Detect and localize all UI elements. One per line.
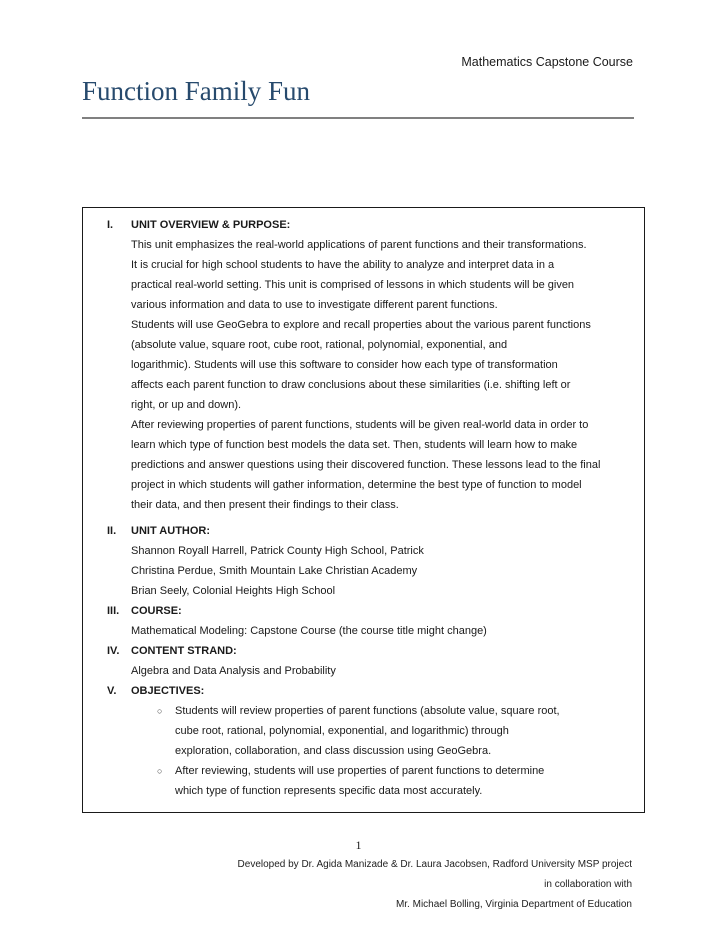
section-unit-author (83, 521, 644, 601)
section-heading: CONTENT STRAND: (131, 645, 237, 657)
section-heading: OBJECTIVES: (131, 685, 205, 697)
circle-bullet-icon: ○ (157, 766, 163, 776)
page-title: Function Family Fun (82, 76, 311, 106)
content-strand-text: Algebra and Data Analysis and Probability (131, 665, 336, 677)
section-numeral: I. (107, 219, 114, 231)
footer-credits: Developed by Dr. Agida Manizade & Dr. Laura Jacobsen, Radford University MSP project in collaboration with Mr. Michael Bolling, Virginia Department of Education (237, 859, 632, 910)
objective-text: After reviewing, students will use properties of parent functions to determine which type of function represents specific data most accurately. (175, 765, 545, 797)
author-list: Shannon Royall Harrell, Patrick County High School, Patrick Christina Perdue, Smith Mountain Lake Christian Academy Brian Seely, Colonial Heights High School (131, 545, 424, 597)
section-numeral: II. (107, 525, 117, 537)
content-box (82, 207, 645, 813)
course-name: Mathematical Modeling: Capstone Course (the course title might change) (131, 625, 487, 637)
objective-item (131, 761, 636, 801)
section-numeral: V. (107, 685, 117, 697)
section-content-strand (83, 641, 644, 681)
objective-text: Students will review properties of parent functions (absolute value, square root, cube root, rational, polynomial, exponential, and logarithmic) through exploration, collaboration, and class discussion using GeoGebra. (175, 705, 560, 757)
section-course (83, 601, 644, 641)
header-course-label: Mathematics Capstone Course (461, 55, 633, 69)
title-divider-rule (82, 117, 634, 119)
section-heading: COURSE: (131, 605, 182, 617)
section-unit-overview (83, 215, 644, 515)
section-heading: UNIT AUTHOR: (131, 525, 211, 537)
objective-item (131, 701, 636, 761)
section-objectives (83, 681, 644, 801)
section-numeral: III. (107, 605, 120, 617)
section-paragraph: This unit emphasizes the real-world applications of parent functions and their transformations. It is crucial for high school students to have the ability to analyze and interpret data in a practical real-world setting. This unit is comprised of lessons in which students will be given various information and data to use to investigate different parent functions. Students will use GeoGebra to explore and recall properties about the various parent functions (absolute value, square root, cube root, rational, polynomial, exponential, and logarithmic). Students will use this software to consider how each type of transformation affects each parent function to draw conclusions about these similarities (i.e. shifting left or right, or up and down). After reviewing properties of parent functions, students will be given real-world data in order to learn which type of function best models the data set. Then, students will learn how to make predictions and answer questions using their discovered function. These lessons lead to the final project in which students will gather information, determine the best type of function to model their data, and then present their findings to their class. (131, 239, 601, 511)
circle-bullet-icon: ○ (157, 706, 163, 716)
page-number: 1 (355, 838, 362, 852)
section-heading: UNIT OVERVIEW & PURPOSE: (131, 219, 291, 231)
section-numeral: IV. (107, 645, 120, 657)
